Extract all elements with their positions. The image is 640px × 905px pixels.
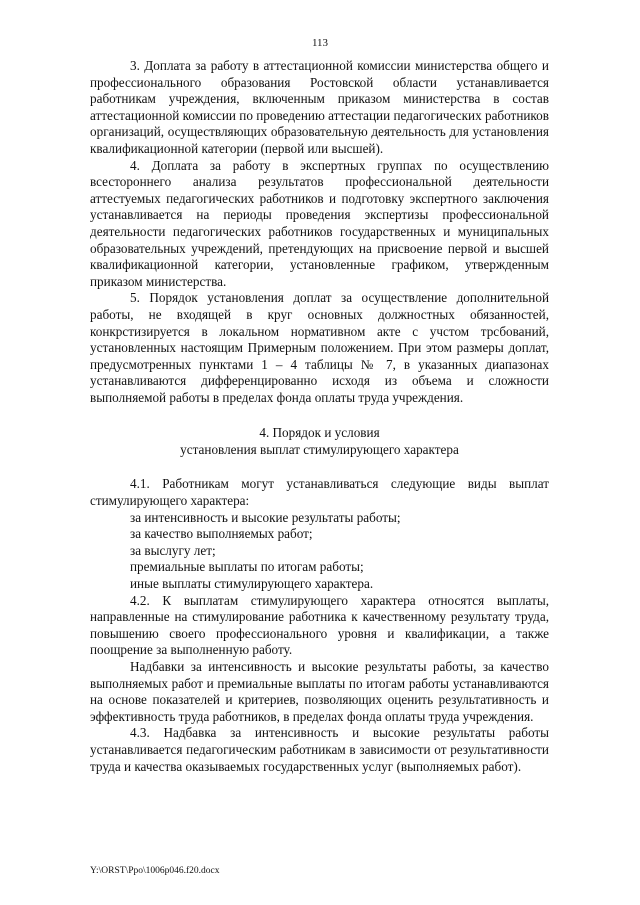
paragraph-3: 3. Доплата за работу в аттестационной комиссии министерства общего и профессионального образования Ростовской области устанавливается работникам учреждения, включенным приказом министерства в состав аттестационной комиссии по проведению аттестации педагогических работников организаций, осуществляющих образовательную деятельность для установления квалификационной категории (первой или высшей). bbox=[90, 58, 549, 156]
document-body bbox=[90, 58, 549, 775]
file-path-footer: Y:\ORST\Ppo\1006p046.f20.docx bbox=[90, 866, 220, 876]
section-heading-line2: установления выплат стимулирующего характера bbox=[180, 442, 459, 458]
paragraph-4-3: 4.3. Надбавка за интенсивность и высокие результаты работы устанавливается педагогическим работникам в зависимости от результативности труда и качества оказываемых государственных услуг (выполняемых работ). bbox=[90, 725, 549, 774]
list-item: за интенсивность и высокие результаты работы; bbox=[130, 509, 401, 525]
paragraph-4-2: 4.2. К выплатам стимулирующего характера относятся выплаты, направленные на стимулирование работника к качественному результату труда, повышению своего профессионального уровня и квалификации, а также поощрение за выполненную работу. bbox=[90, 592, 549, 658]
list-item: иные выплаты стимулирующего характера. bbox=[130, 576, 374, 592]
section-heading bbox=[90, 424, 549, 458]
paragraph-4-1: 4.1. Работникам могут устанавливаться следующие виды выплат стимулирующего характера: bbox=[90, 476, 549, 509]
section-heading-line1: 4. Порядок и условия bbox=[259, 425, 380, 441]
page-number: 113 bbox=[311, 37, 329, 49]
paragraph-5: 5. Порядок установления доплат за осуществление дополнительной работы, не входящей в круг основных должностных обязанностей, конкрстизируется в локальном нормативном акте с учстом трсбований, установленных настоящим Примерным положением. При этом размеры доплат, предусмотренных пунктами 1 – 4 таблицы № 7, в указанных диапазонах устанавливаются дифференцированно исходя из объема и сложности выполняемой работы в пределах фонда оплаты труда учреждения. bbox=[90, 290, 549, 405]
paragraph-bonuses: Надбавки за интенсивность и высокие результаты работы, за качество выполняемых работ и премиальные выплаты по итогам работы устанавливаются на основе показателей и критериев, позволяющих оценить результативность и эффективность труда работников, в пределах фонда оплаты труда учреждения. bbox=[90, 659, 549, 724]
list-item: за выслугу лет; bbox=[130, 542, 216, 558]
list-item: за качество выполняемых работ; bbox=[130, 526, 313, 542]
list-item: премиальные выплаты по итогам работы; bbox=[130, 559, 364, 575]
paragraph-4: 4. Доплата за работу в экспертных группах по осуществлению всестороннего анализа результатов профессиональной деятельности аттестуемых педагогических работников и подготовку экспертного заключения устанавливается на периоды проведения экспертизы профессиональной деятельности педагогических работников государственных и муниципальных образовательных учреждений, претендующих на присвоение первой и высшей квалификационной категории, установленные графиком, утвержденным приказом министерства. bbox=[90, 157, 549, 289]
